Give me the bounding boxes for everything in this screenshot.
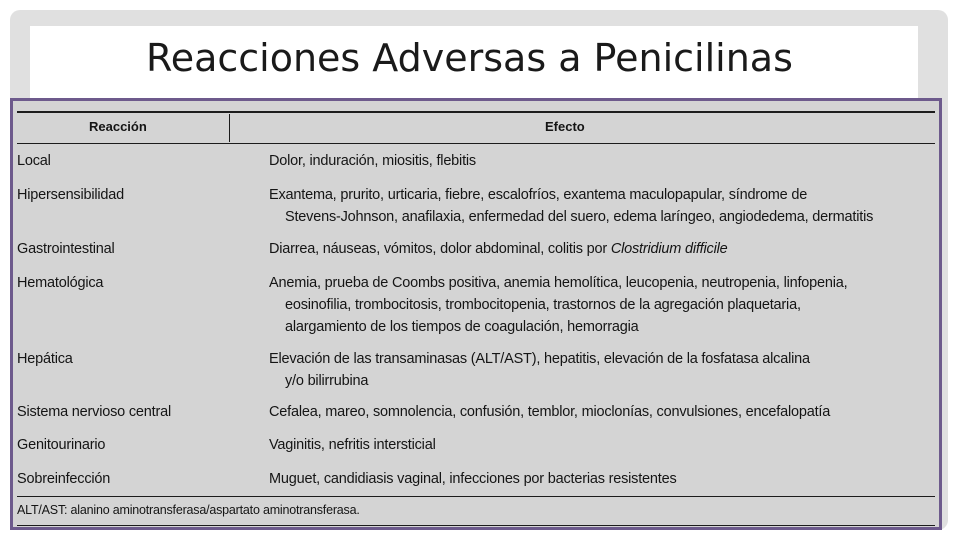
effect-line: Cefalea, mareo, somnolencia, confusión, temblor, mioclonías, convulsiones, encefalopatía	[269, 404, 831, 420]
effect-line: Exantema, prurito, urticaria, fiebre, escalofríos, exantema maculopapular, síndrome de	[269, 187, 808, 203]
footnote-rule	[17, 525, 935, 526]
effect-line: Diarrea, náuseas, vómitos, dolor abdominal, colitis por	[269, 241, 611, 257]
row-reaction-genitourinario: Genitourinario	[17, 437, 106, 453]
effect-line: alargamiento de los tiempos de coagulación, hemorragia	[285, 319, 639, 335]
row-effect-hipersensibilidad	[269, 184, 873, 228]
effect-italic: Clostridium difficile	[610, 241, 728, 257]
slide-title: Reacciones Adversas a Penicilinas	[146, 36, 793, 80]
row-reaction-snc: Sistema nervioso central	[17, 404, 171, 420]
row-reaction-hematologica: Hematológica	[17, 275, 104, 291]
adverse-reactions-table	[10, 98, 942, 530]
row-effect-hematologica	[269, 272, 847, 338]
effect-line: Muguet, candidiasis vaginal, infecciones por bacterias resistentes	[269, 471, 677, 487]
row-reaction-hipersensibilidad: Hipersensibilidad	[17, 187, 125, 203]
effect-line: Dolor, induración, miositis, flebitis	[269, 153, 476, 169]
row-reaction-local: Local	[17, 153, 51, 169]
row-reaction-sobreinfeccion: Sobreinfección	[17, 471, 111, 487]
effect-line: Stevens-Johnson, anafilaxia, enfermedad del suero, edema laríngeo, angiodedema, dermatitis	[285, 209, 874, 225]
row-effect-gastrointestinal	[269, 238, 727, 260]
table-header-rule	[17, 143, 935, 144]
row-effect-local	[269, 150, 476, 172]
row-reaction-gastrointestinal: Gastrointestinal	[17, 241, 115, 257]
effect-line: Vaginitis, nefritis intersticial	[269, 437, 436, 453]
row-effect-hepatica	[269, 348, 810, 392]
row-effect-sobreinfeccion	[269, 468, 677, 490]
effect-line: Anemia, prueba de Coombs positiva, anemia hemolítica, leucopenia, neutropenia, linfopenia,	[269, 275, 848, 291]
header-effect: Efecto	[545, 119, 585, 134]
table-bottom-rule	[17, 496, 935, 497]
title-panel	[30, 26, 918, 98]
row-effect-genitourinario	[269, 434, 436, 456]
effect-line: y/o bilirrubina	[285, 373, 369, 389]
table-top-rule	[17, 111, 935, 113]
table-footnote: ALT/AST: alanino aminotransferasa/aspartato aminotransferasa.	[17, 503, 360, 517]
effect-line: eosinofilia, trombocitosis, trombocitopenia, trastornos de la agregación plaquetaria,	[285, 297, 801, 313]
row-effect-snc	[269, 401, 830, 423]
row-reaction-hepatica: Hepática	[17, 351, 73, 367]
header-column-divider	[229, 114, 230, 142]
header-reaction: Reacción	[89, 119, 147, 134]
effect-line: Elevación de las transaminasas (ALT/AST), hepatitis, elevación de la fosfatasa alcalina	[269, 351, 810, 367]
